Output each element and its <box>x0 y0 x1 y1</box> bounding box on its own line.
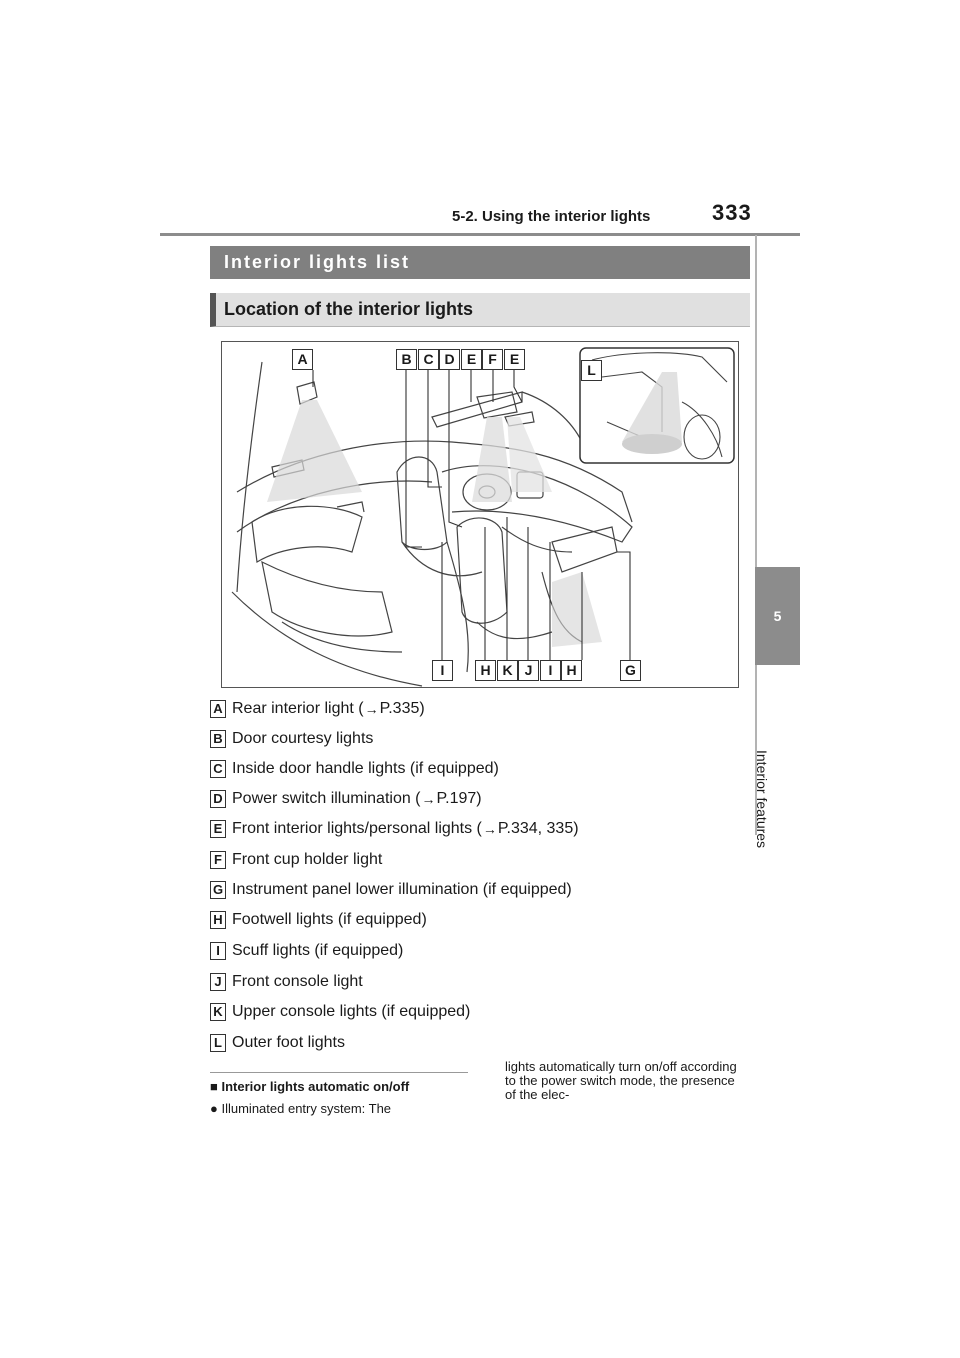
legend-letter: G <box>210 881 226 899</box>
legend-item-i <box>210 939 403 963</box>
legend-item-e <box>210 817 579 841</box>
reference-arrow-icon: → <box>482 821 497 837</box>
legend-label: Instrument panel lower illumination (if equipped) <box>232 881 572 898</box>
legend-label: Front interior lights/personal lights ( <box>232 820 482 837</box>
callout-f: F <box>482 349 503 370</box>
legend-item-f <box>210 848 382 872</box>
callout-a: A <box>292 349 313 370</box>
legend-label: Door courtesy lights <box>232 730 374 747</box>
callout-k: K <box>497 660 518 681</box>
reference-arrow-icon: → <box>421 791 436 807</box>
subsection-title: Location of the interior lights <box>210 293 750 327</box>
callout-j: J <box>518 660 539 681</box>
legend-page-ref[interactable]: P.197) <box>436 790 482 807</box>
note-heading-text: Interior lights automatic on/off <box>221 1079 410 1094</box>
callout-h-right: H <box>561 660 582 681</box>
legend-letter: I <box>210 942 226 960</box>
legend-label: Rear interior light ( <box>232 700 364 717</box>
interior-lights-diagram <box>221 341 739 688</box>
callout-b: B <box>396 349 417 370</box>
chapter-tab: 5 <box>755 567 800 665</box>
chapter-title: Interior features <box>754 750 770 849</box>
callout-h-left: H <box>475 660 496 681</box>
legend-letter: K <box>210 1003 226 1021</box>
legend-letter: E <box>210 820 226 838</box>
square-bullet-icon: ■ <box>210 1079 218 1094</box>
legend-item-h <box>210 908 427 932</box>
legend-label: Power switch illumination ( <box>232 790 421 807</box>
note-continued-text: lights automatically turn on/off according to the power switch mode, the presence of the elec- <box>505 1059 737 1102</box>
page-number: 333 <box>712 200 752 225</box>
circle-bullet-icon: ● <box>210 1101 218 1116</box>
note-bullet-text: Illuminated entry system: The <box>221 1101 392 1116</box>
legend-letter: H <box>210 911 226 929</box>
section-title: Interior lights list <box>210 246 750 279</box>
legend-letter: B <box>210 730 226 748</box>
note-bullet <box>210 1101 391 1116</box>
legend-label: Outer foot lights <box>232 1034 345 1051</box>
legend-item-d <box>210 787 482 811</box>
section-header-title: 5-2. Using the interior lights <box>452 208 651 225</box>
side-rule-top <box>755 235 757 567</box>
header-rule <box>160 233 800 236</box>
legend-label: Scuff lights (if equipped) <box>232 942 404 959</box>
legend-label: Front console light <box>232 973 363 990</box>
legend-item-j <box>210 970 363 994</box>
legend-label: Footwell lights (if equipped) <box>232 911 427 928</box>
legend-letter: F <box>210 851 226 869</box>
callout-c: C <box>418 349 439 370</box>
callout-d: D <box>439 349 460 370</box>
legend-item-c <box>210 757 499 781</box>
callout-e-left: E <box>461 349 482 370</box>
legend-item-k <box>210 1000 470 1024</box>
note-heading <box>210 1079 409 1094</box>
legend-letter: L <box>210 1034 226 1052</box>
car-interior-illustration <box>222 342 738 687</box>
callout-e-right: E <box>504 349 525 370</box>
legend-label: Front cup holder light <box>232 851 383 868</box>
legend-label: Inside door handle lights (if equipped) <box>232 760 499 777</box>
notes-divider <box>210 1072 468 1073</box>
callout-i-left: I <box>432 660 453 681</box>
legend-letter: A <box>210 700 226 718</box>
legend-item-l <box>210 1031 345 1055</box>
legend-letter: J <box>210 973 226 991</box>
legend-page-ref[interactable]: P.335) <box>379 700 425 717</box>
legend-item-g <box>210 878 572 902</box>
legend-page-ref[interactable]: P.334, 335) <box>497 820 579 837</box>
callout-l: L <box>581 360 602 381</box>
legend-item-b <box>210 727 373 751</box>
legend-letter: D <box>210 790 226 808</box>
callout-g: G <box>620 660 641 681</box>
legend-label: Upper console lights (if equipped) <box>232 1003 471 1020</box>
callout-i-right: I <box>540 660 561 681</box>
legend-item-a <box>210 697 425 721</box>
reference-arrow-icon: → <box>364 701 379 717</box>
legend-letter: C <box>210 760 226 778</box>
